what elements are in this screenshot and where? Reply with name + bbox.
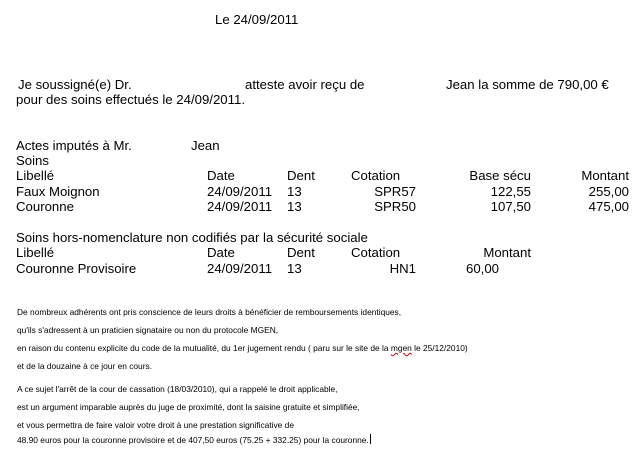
table-row-libelle: Couronne bbox=[16, 199, 74, 214]
table-row-montant: 475,00 bbox=[588, 199, 629, 214]
hn-col-header-dent: Dent bbox=[287, 245, 315, 260]
table-row-libelle: Faux Moignon bbox=[16, 184, 100, 199]
table-row-cotation: SPR57 bbox=[374, 184, 416, 199]
note-line: et vous permettra de faire valoir votre droit à une prestation significative de bbox=[17, 420, 294, 430]
table-row-montant: 60,00 bbox=[465, 261, 499, 276]
table-row-base: 122,55 bbox=[490, 184, 531, 199]
attestation-line2: pour des soins effectués le 24/09/2011. bbox=[16, 92, 245, 107]
spellcheck-word: mgen bbox=[390, 343, 412, 353]
col-header-dent: Dent bbox=[287, 168, 315, 183]
col-header-libelle: Libellé bbox=[16, 168, 55, 183]
hors-nomenclature-title: Soins hors-nomenclature non codifiés par la sécurité sociale bbox=[16, 230, 368, 245]
col-header-montant: Montant bbox=[581, 168, 629, 183]
note-line: A ce sujet l'arrêt de la cour de cassation (18/03/2010), qui a rappelé le droit applicable, bbox=[17, 384, 338, 394]
table-row-dent: 13 bbox=[287, 261, 302, 276]
col-header-base: Base sécu bbox=[469, 168, 531, 183]
table-row-cotation: HN1 bbox=[389, 261, 416, 276]
note-line-text: 48.90 euros pour la couronne provisoire et de 407,50 euros (75.25 + 332.25) pour la couronne. bbox=[17, 435, 369, 445]
note-line-text: en raison du contenu explicite du code de la mutualité, du 1er jugement rendu ( paru sur le site de la bbox=[17, 343, 389, 353]
hn-col-header-date: Date bbox=[207, 245, 235, 260]
table-row-date: 24/09/2011 bbox=[207, 199, 273, 214]
note-line: De nombreux adhérents ont pris conscience de leurs droits à bénéficier de remboursements identiques, bbox=[17, 307, 402, 317]
note-line: est un argument imparable auprès du juge de proximité, dont la saisine gratuite et simplifiée, bbox=[17, 402, 360, 412]
col-header-cotation: Cotation bbox=[351, 168, 401, 183]
hn-col-header-cotation: Cotation bbox=[351, 245, 401, 260]
table-row-date: 24/09/2011 bbox=[207, 261, 273, 276]
attestation-part1: Je soussigné(e) Dr. bbox=[18, 77, 132, 92]
note-line bbox=[17, 434, 371, 445]
document-date: Le 24/09/2011 bbox=[215, 12, 299, 27]
table-row-dent: 13 bbox=[287, 184, 302, 199]
col-header-date: Date bbox=[207, 168, 235, 183]
table-row-dent: 13 bbox=[287, 199, 302, 214]
patient-name: Jean bbox=[191, 138, 220, 153]
acts-title: Actes imputés à Mr. bbox=[16, 138, 132, 153]
table-row-cotation: SPR50 bbox=[374, 199, 416, 214]
note-line-text: le 25/12/2010) bbox=[414, 343, 468, 353]
text-cursor bbox=[370, 434, 371, 444]
hn-col-header-montant: Montant bbox=[483, 245, 531, 260]
note-line bbox=[17, 343, 468, 353]
table-row-base: 107,50 bbox=[490, 199, 531, 214]
table-row-montant: 255,00 bbox=[588, 184, 629, 199]
attestation-part3: Jean la somme de 790,00 € bbox=[446, 77, 609, 92]
table-row-date: 24/09/2011 bbox=[207, 184, 273, 199]
table-row-libelle: Couronne Provisoire bbox=[16, 261, 137, 276]
attestation-part2: atteste avoir reçu de bbox=[245, 77, 365, 92]
note-line: qu'ils s'adressent à un praticien signataire ou non du protocole MGEN, bbox=[17, 325, 279, 335]
soins-section-label: Soins bbox=[16, 153, 49, 168]
note-line: et de la douzaine à ce jour en cours. bbox=[17, 361, 153, 371]
hn-col-header-libelle: Libellé bbox=[16, 245, 55, 260]
